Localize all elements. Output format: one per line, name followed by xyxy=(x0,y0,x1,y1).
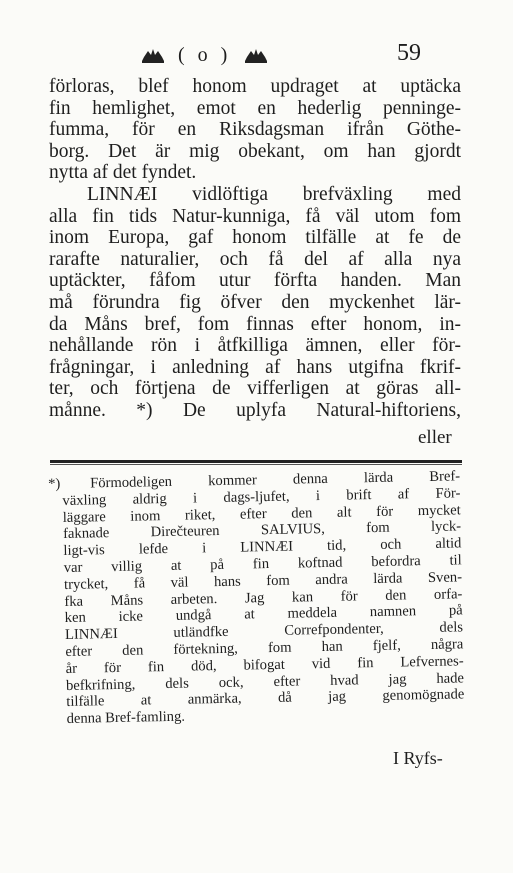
footnote-line: ligt-vis lefde i LINNÆI tid, och altid xyxy=(63,535,462,560)
catchword: eller xyxy=(418,427,452,448)
crown-ornament-left-icon xyxy=(140,46,166,64)
text-line: borg. Det är mig obekant, om han gjordt xyxy=(49,140,461,162)
footnote-line: LINNÆI utländfke Correfpondenter, dels xyxy=(64,619,464,644)
text-line: rarafte naturalier, och få del af alla nya xyxy=(49,248,461,270)
text-line: da Måns bref, fom finnas efter honom, in- xyxy=(49,313,461,335)
text-line: nytta af det fyndet. xyxy=(49,162,197,184)
text-line: ter, och förtjena de vifferligen at göras all- xyxy=(49,378,461,400)
footnote-line: befkrifning, dels ock, efter hvad jag hade xyxy=(65,669,465,694)
text-line: fin hemlighet, emot en hederlig penninge- xyxy=(49,97,461,119)
footnote-line: Förmodeligen kommer denna lärda Bref- xyxy=(89,468,461,492)
main-text xyxy=(49,76,461,422)
footnote-line: efter den förtekning, fom han fjelf, några xyxy=(65,636,464,660)
crown-ornament-right-icon xyxy=(243,46,269,64)
page-number: 59 xyxy=(397,40,421,66)
footnote-line: fka Måns arbeten. Jag kan för den orfa- xyxy=(64,585,463,610)
footnote-line: tilfälle at anmärka, då jag genomögnade xyxy=(66,686,465,711)
footnote-line: faknade Direčteuren SALVIUS, fom lyck- xyxy=(62,518,462,543)
text-line: månne. *) De uplyfa Natural-hiftoriens, xyxy=(49,399,461,421)
footnote-catchword: I Ryfs- xyxy=(393,748,443,768)
footnote-line: växling aldrig i dags-ljufet, i brift af För- xyxy=(62,485,461,509)
footnote-rule-thin xyxy=(50,464,462,465)
footnote-line: år för fin död, bifogat vid fin Lefvernes- xyxy=(65,653,464,677)
footnote-line: trycket, få väl hans fom andra lärda Sven- xyxy=(63,569,463,593)
footnote-line: var villig at på fin koftnad befordra til xyxy=(63,552,462,576)
text-line: förloras, blef honom updraget at uptäcka xyxy=(49,76,461,97)
text-line: uptäckter, fåfom utur förfta handen. Man xyxy=(49,270,461,292)
running-head xyxy=(140,40,440,70)
text-line: må förundra fig öfver den myckenhet lär- xyxy=(49,291,461,313)
text-line: LINNÆI vidlöftiga brefväxling med xyxy=(87,183,461,205)
running-head-text: ( o ) xyxy=(178,43,232,66)
text-line: fumma, för en Riksdagsman ifrån Göthe- xyxy=(49,119,461,141)
footnote-line: denna Bref-famling. xyxy=(66,708,186,728)
text-line: inom Europa, gaf honom tilfälle at fe de xyxy=(49,227,461,249)
footnote-line: läggare inom riket, efter den alt för mycket xyxy=(62,501,461,526)
footnote-line: ken icke undgå at meddela namnen på xyxy=(64,602,463,627)
text-line: alla fin tids Natur-kunniga, få väl utom fom xyxy=(49,205,461,227)
footnote xyxy=(48,468,465,728)
text-line: frågningar, i anledning af hans utgifna fkrif- xyxy=(49,356,461,378)
footnote-marker: *) xyxy=(48,476,61,493)
footnote-rule xyxy=(50,460,462,463)
text-line: nehållande rön i åtfkilliga ämnen, eller för- xyxy=(49,335,461,357)
